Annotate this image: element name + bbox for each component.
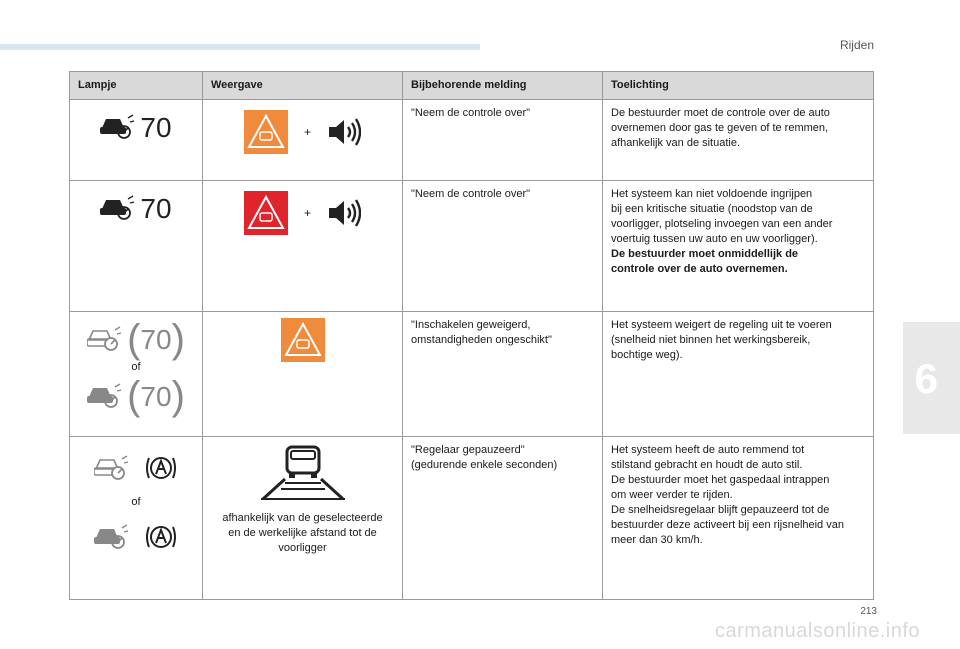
hazard-warning-icon [244, 191, 288, 235]
explanation-line: De bestuurder moet het gaspedaal intrappen [611, 474, 830, 486]
column-header-melding: Bijbehorende melding [403, 72, 603, 100]
column-header-weergave: Weergave [203, 72, 403, 100]
display-cell [203, 437, 403, 600]
display-cell [203, 181, 403, 312]
explanation-line: De snelheidsregelaar blijft gepauzeerd tot de [611, 504, 830, 516]
explanation-line: meer dan 30 km/h. [611, 534, 703, 546]
indicator-table [69, 71, 874, 600]
explanation-line: bij een kritische situatie (noodstop van de [611, 203, 813, 215]
message-text: "Regelaar gepauzeerd" [411, 444, 525, 456]
display-note-line: en de werkelijke afstand tot de [228, 527, 377, 539]
speed-value: 70 [140, 192, 172, 224]
alternative-label: of [131, 361, 141, 373]
message-text: omstandigheden ongeschikt" [411, 334, 552, 346]
plus-sign: + [303, 124, 311, 139]
table-row [70, 181, 874, 312]
message-text: "Inschakelen geweigerd, [411, 319, 531, 331]
auto-hold-icon [144, 522, 178, 552]
hazard-warning-icon [281, 318, 325, 362]
speaker-icon [327, 118, 361, 146]
explanation-cell [603, 100, 874, 181]
speedometer-car-outline-icon [87, 326, 121, 352]
display-note-line: voorligger [278, 542, 327, 554]
display-note-line: afhankelijk van de geselecteerde [222, 512, 383, 524]
message-cell [403, 100, 603, 181]
explanation-line: afhankelijk van de situatie. [611, 137, 741, 149]
lamp-cell [70, 100, 203, 181]
speed-value: 70 [140, 323, 172, 355]
explanation-cell [603, 437, 874, 600]
message-cell [403, 312, 603, 437]
lamp-cell [70, 181, 203, 312]
message-text: "Neem de controle over" [411, 188, 531, 200]
speedometer-car-icon [94, 524, 128, 550]
explanation-line: bochtige weg). [611, 349, 683, 361]
message-text: "Neem de controle over" [411, 107, 531, 119]
message-cell [403, 181, 603, 312]
speedometer-car-icon [100, 114, 134, 140]
explanation-line: Het systeem kan niet voldoende ingrijpen [611, 188, 813, 200]
explanation-line: voertuig tussen uw auto en uw voorligger). [611, 233, 818, 245]
speed-value: 70 [140, 380, 172, 412]
explanation-line: De bestuurder moet de controle over de auto [611, 107, 830, 119]
page-number: 213 [860, 606, 877, 617]
section-title: Rijden [839, 38, 874, 52]
explanation-line: om weer verder te rijden. [611, 489, 733, 501]
speedometer-car-outline-icon [94, 455, 128, 481]
display-cell [203, 100, 403, 181]
speedometer-car-icon [100, 195, 134, 221]
explanation-line: voorligger, plotseling invoegen van een ander [611, 218, 833, 230]
table-row [70, 437, 874, 600]
auto-hold-icon [144, 453, 178, 483]
vehicle-on-road-icon [255, 445, 351, 501]
message-text: (gedurende enkele seconden) [411, 459, 558, 471]
explanation-bold-line: De bestuurder moet onmiddellijk de [611, 248, 799, 260]
speed-setting: ( 70 ) [127, 317, 185, 361]
lamp-cell [70, 437, 203, 600]
alternative-label: of [131, 496, 141, 508]
speaker-icon [327, 199, 361, 227]
lamp-cell [70, 312, 203, 437]
table-row [70, 312, 874, 437]
speed-setting: ( 70 ) [127, 374, 185, 418]
plus-sign: + [303, 205, 311, 220]
chapter-number: 6 [914, 355, 938, 402]
explanation-line: overnemen door gas te geven of te remmen, [611, 122, 829, 134]
header-accent-bar [0, 44, 480, 50]
explanation-line: stilstand gebracht en houdt de auto stil. [611, 459, 803, 471]
speedometer-car-icon [87, 383, 121, 409]
explanation-line: Het systeem weigert de regeling uit te voeren [611, 319, 832, 331]
column-header-lampje: Lampje [70, 72, 203, 100]
speed-value: 70 [140, 111, 172, 143]
explanation-cell [603, 181, 874, 312]
explanation-line: bestuurder deze activeert bij een rijsnelheid van [611, 519, 844, 531]
explanation-line: Het systeem heeft de auto remmend tot [611, 444, 805, 456]
table-row [70, 100, 874, 181]
table-header-row [70, 72, 874, 100]
explanation-bold-line: controle over de auto overnemen. [611, 263, 788, 275]
display-cell [203, 312, 403, 437]
explanation-cell [603, 312, 874, 437]
hazard-warning-icon [244, 110, 288, 154]
column-header-toelichting: Toelichting [603, 72, 874, 100]
message-cell [403, 437, 603, 600]
watermark: carmanualsonline.info [714, 620, 920, 642]
explanation-line: (snelheid niet binnen het werkingsbereik, [611, 334, 811, 346]
